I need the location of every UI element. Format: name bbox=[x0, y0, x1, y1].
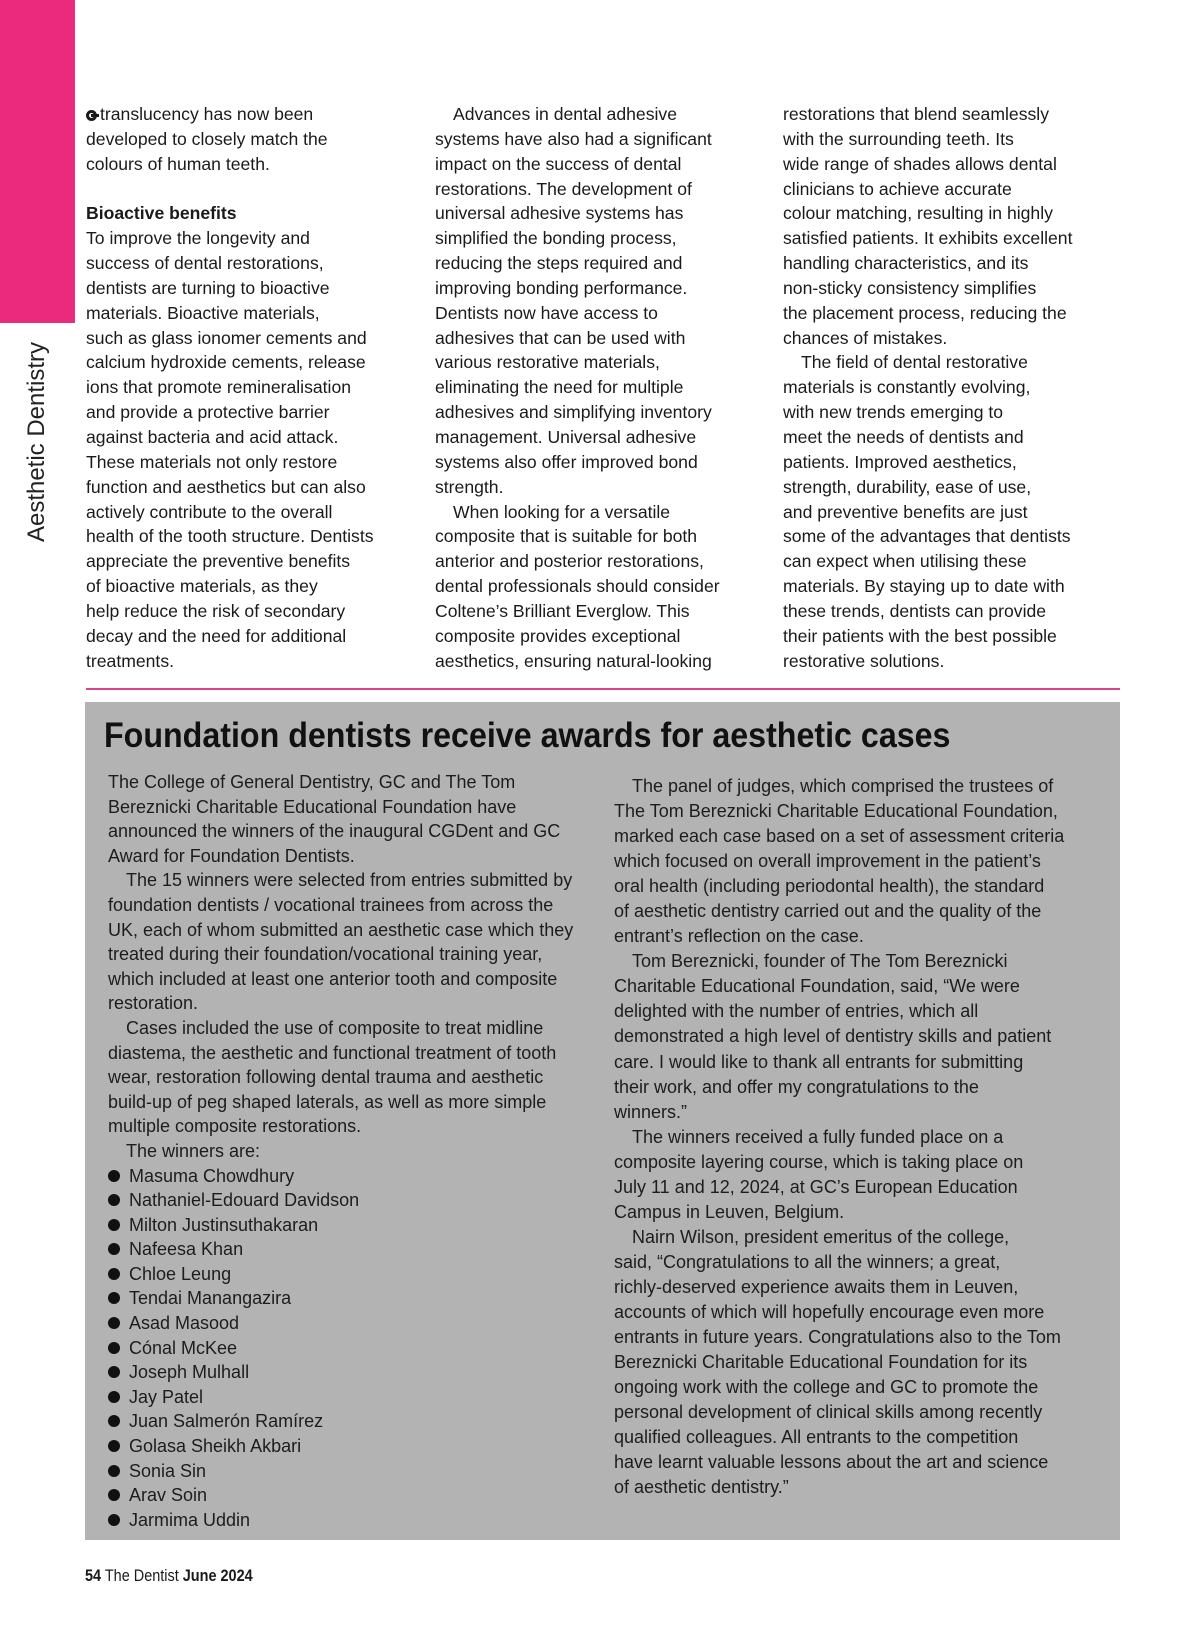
line-text: Bereznicki Charitable Educational Foundation for its bbox=[614, 1352, 1028, 1373]
text-line bbox=[783, 201, 1113, 226]
text-line bbox=[614, 1425, 1064, 1450]
text-line bbox=[614, 1350, 1064, 1375]
line-text: restorations that blend seamlessly bbox=[783, 104, 1049, 124]
line-text: The panel of judges, which comprised the trustees of bbox=[632, 776, 1054, 796]
line-text: composite provides exceptional bbox=[435, 625, 681, 646]
text-line bbox=[783, 251, 1113, 276]
line-text: translucency has now been bbox=[100, 104, 314, 124]
line-text: Chloe Leung bbox=[129, 1263, 232, 1284]
text-line bbox=[783, 450, 1113, 475]
line-text: treatments. bbox=[86, 650, 175, 671]
text-line bbox=[108, 1090, 573, 1115]
text-line bbox=[86, 574, 416, 599]
text-line bbox=[86, 326, 416, 351]
line-text: July 11 and 12, 2024, at GC’s European Education bbox=[614, 1176, 1018, 1197]
bullet-icon bbox=[108, 1391, 120, 1403]
text-line bbox=[86, 152, 416, 177]
line-text: composite layering course, which is taking place on bbox=[614, 1151, 1024, 1172]
text-line bbox=[783, 574, 1113, 599]
line-text: strength. bbox=[435, 476, 504, 497]
text-line bbox=[614, 874, 1064, 899]
winner-list-item bbox=[108, 1213, 573, 1238]
line-text: Award for Foundation Dentists. bbox=[108, 845, 355, 866]
line-text: impact on the success of dental bbox=[435, 153, 682, 174]
line-text: The Tom Bereznicki Charitable Educational Foundation, bbox=[614, 801, 1058, 822]
line-text: Nafeesa Khan bbox=[129, 1239, 244, 1260]
text-line bbox=[614, 1375, 1064, 1400]
line-text: anterior and posterior restorations, bbox=[435, 551, 704, 572]
line-text: Jay Patel bbox=[129, 1386, 204, 1407]
line-text: Jarmima Uddin bbox=[129, 1509, 251, 1530]
text-line bbox=[783, 226, 1113, 251]
line-text: Tendai Manangazira bbox=[129, 1288, 292, 1309]
line-text: dental professionals should consider bbox=[435, 576, 720, 597]
text-line bbox=[435, 475, 765, 500]
text-line bbox=[614, 949, 1064, 974]
line-text: multiple composite restorations. bbox=[108, 1116, 362, 1137]
text-line bbox=[108, 1016, 573, 1041]
line-text: of aesthetic dentistry carried out and the quality of the bbox=[614, 901, 1042, 922]
line-text: Sonia Sin bbox=[129, 1460, 207, 1481]
bullet-icon bbox=[108, 1342, 120, 1354]
line-text: Bioactive benefits bbox=[86, 203, 237, 224]
text-line bbox=[614, 999, 1064, 1024]
line-text: various restorative materials, bbox=[435, 352, 660, 373]
text-line bbox=[783, 500, 1113, 525]
line-text: adhesives and simplifying inventory bbox=[435, 402, 712, 423]
text-line bbox=[783, 425, 1113, 450]
line-text: strength, durability, ease of use, bbox=[783, 476, 1032, 497]
line-text: materials. Bioactive materials, bbox=[86, 302, 320, 323]
line-text: Cases included the use of composite to treat midline bbox=[126, 1017, 544, 1038]
line-text: success of dental restorations, bbox=[86, 253, 324, 274]
line-text: demonstrated a high level of dentistry skills and patient bbox=[614, 1026, 1052, 1047]
bullet-icon bbox=[108, 1489, 120, 1501]
line-text: calcium hydroxide cements, release bbox=[86, 352, 366, 373]
text-line bbox=[783, 276, 1113, 301]
line-text: announced the winners of the inaugural CGDent and GC bbox=[108, 821, 561, 842]
text-line bbox=[614, 1050, 1064, 1075]
line-text: entrant’s reflection on the case. bbox=[614, 926, 864, 947]
line-text: composite that is suitable for both bbox=[435, 526, 698, 547]
bullet-icon bbox=[108, 1440, 120, 1452]
line-text: Nathaniel-Edouard Davidson bbox=[129, 1190, 360, 1211]
line-text: which included at least one anterior tooth and composite bbox=[108, 968, 558, 989]
line-text: Dentists now have access to bbox=[435, 302, 658, 323]
text-line bbox=[614, 924, 1064, 949]
text-line bbox=[86, 102, 416, 127]
text-line bbox=[108, 770, 573, 795]
winner-list-item bbox=[108, 1409, 573, 1434]
line-text: The field of dental restorative bbox=[801, 352, 1028, 373]
text-line bbox=[614, 824, 1064, 849]
text-line bbox=[108, 795, 573, 820]
text-line bbox=[614, 1400, 1064, 1425]
text-line bbox=[108, 844, 573, 869]
line-text: Asad Masood bbox=[129, 1313, 240, 1334]
line-text: materials is constantly evolving, bbox=[783, 377, 1031, 398]
text-line bbox=[783, 475, 1113, 500]
text-line bbox=[108, 991, 573, 1016]
text-line bbox=[614, 1150, 1064, 1175]
text-line bbox=[783, 624, 1113, 649]
text-line bbox=[614, 774, 1064, 799]
line-text: with new trends emerging to bbox=[783, 402, 1004, 423]
text-line bbox=[614, 1450, 1064, 1475]
text-line bbox=[614, 1125, 1064, 1150]
line-text: with the surrounding teeth. Its bbox=[783, 128, 1014, 149]
text-line bbox=[86, 375, 416, 400]
text-line bbox=[86, 549, 416, 574]
text-line bbox=[108, 1041, 573, 1066]
bullet-icon bbox=[108, 1317, 120, 1329]
line-text: Joseph Mulhall bbox=[129, 1362, 250, 1383]
text-line bbox=[86, 599, 416, 624]
text-line bbox=[435, 226, 765, 251]
text-line bbox=[435, 127, 765, 152]
line-text: function and aesthetics but can also bbox=[86, 476, 366, 497]
line-text: Advances in dental adhesive bbox=[453, 104, 677, 124]
text-line bbox=[614, 1175, 1064, 1200]
line-text: handling characteristics, and its bbox=[783, 253, 1029, 274]
subheading bbox=[86, 201, 416, 226]
bullet-icon bbox=[108, 1194, 120, 1206]
winner-list-item bbox=[108, 1286, 573, 1311]
text-line bbox=[435, 301, 765, 326]
text-line bbox=[435, 102, 765, 127]
text-line bbox=[783, 375, 1113, 400]
line-text: richly-deserved experience awaits them in Leuven, bbox=[614, 1276, 1019, 1297]
text-line bbox=[614, 974, 1064, 999]
issue-date: June 2024 bbox=[182, 1566, 253, 1585]
line-text: wear, restoration following dental trauma and aesthetic bbox=[108, 1067, 544, 1088]
line-text: diastema, the aesthetic and functional treatment of tooth bbox=[108, 1042, 557, 1063]
winner-list-item bbox=[108, 1336, 573, 1361]
text-line bbox=[614, 1024, 1064, 1049]
news-column-left bbox=[108, 770, 573, 1532]
text-line bbox=[783, 549, 1113, 574]
line-text: aesthetics, ensuring natural-looking bbox=[435, 650, 712, 671]
line-text: restorative solutions. bbox=[783, 650, 945, 671]
line-text: which focused on overall improvement in the patient’s bbox=[614, 851, 1041, 872]
continued-icon bbox=[86, 110, 97, 121]
line-text: reducing the steps required and bbox=[435, 253, 683, 274]
line-text: systems also offer improved bond bbox=[435, 451, 698, 472]
line-text: ions that promote remineralisation bbox=[86, 377, 352, 398]
line-text: management. Universal adhesive bbox=[435, 426, 697, 447]
line-text: of bioactive materials, as they bbox=[86, 576, 318, 597]
winner-list-item bbox=[108, 1188, 573, 1213]
text-line bbox=[435, 425, 765, 450]
bullet-icon bbox=[108, 1170, 120, 1182]
text-line bbox=[435, 599, 765, 624]
text-line bbox=[86, 276, 416, 301]
text-line bbox=[614, 1075, 1064, 1100]
winner-list-item bbox=[108, 1459, 573, 1484]
text-line bbox=[108, 967, 573, 992]
news-box bbox=[85, 702, 1120, 1540]
text-line bbox=[435, 201, 765, 226]
line-text: decay and the need for additional bbox=[86, 625, 347, 646]
line-text: accounts of which will hopefully encourage even more bbox=[614, 1301, 1045, 1322]
text-line bbox=[614, 799, 1064, 824]
text-line bbox=[783, 350, 1113, 375]
line-text: clinicians to achieve accurate bbox=[783, 178, 1012, 199]
line-text: winners.” bbox=[614, 1101, 688, 1122]
line-text: non-sticky consistency simplifies bbox=[783, 277, 1037, 298]
line-text: their patients with the best possible bbox=[783, 625, 1057, 646]
bullet-icon bbox=[108, 1465, 120, 1477]
line-text: Bereznicki Charitable Educational Foundation have bbox=[108, 796, 517, 817]
line-text: colours of human teeth. bbox=[86, 153, 270, 174]
line-text: dentists are turning to bioactive bbox=[86, 277, 330, 298]
text-line bbox=[86, 425, 416, 450]
text-line bbox=[435, 350, 765, 375]
text-line bbox=[435, 549, 765, 574]
text-line bbox=[108, 868, 573, 893]
text-line bbox=[108, 819, 573, 844]
text-line bbox=[108, 1114, 573, 1139]
line-text: The 15 winners were selected from entries submitted by bbox=[126, 870, 573, 891]
section-divider bbox=[86, 688, 1120, 690]
line-text: patients. Improved aesthetics, bbox=[783, 451, 1017, 472]
text-line bbox=[86, 524, 416, 549]
line-text: help reduce the risk of secondary bbox=[86, 600, 346, 621]
text-line bbox=[86, 500, 416, 525]
line-text: Juan Salmerón Ramírez bbox=[129, 1411, 324, 1432]
line-text: ongoing work with the college and GC to promote the bbox=[614, 1377, 1039, 1398]
line-text: entrants in future years. Congratulations also to the Tom bbox=[614, 1327, 1061, 1348]
line-text: restoration. bbox=[108, 993, 199, 1014]
text-line bbox=[86, 450, 416, 475]
line-text: have learnt valuable lessons about the art and science bbox=[614, 1452, 1049, 1473]
section-label: Aesthetic Dentistry bbox=[23, 341, 50, 543]
line-text: meet the needs of dentists and bbox=[783, 426, 1024, 447]
line-text: The winners are: bbox=[126, 1140, 261, 1161]
text-line bbox=[614, 849, 1064, 874]
line-text: delighted with the number of entries, which all bbox=[614, 1001, 979, 1022]
line-text: foundation dentists / vocational trainees from across the bbox=[108, 894, 554, 915]
text-line bbox=[614, 1100, 1064, 1125]
text-line bbox=[86, 350, 416, 375]
text-line bbox=[614, 1250, 1064, 1275]
text-line bbox=[86, 226, 416, 251]
line-text: Charitable Educational Foundation, said, “We were bbox=[614, 976, 1020, 997]
line-text: treated during their foundation/vocational training year, bbox=[108, 944, 543, 965]
text-line bbox=[614, 1475, 1064, 1500]
text-line bbox=[614, 1200, 1064, 1225]
winner-list-item bbox=[108, 1508, 573, 1533]
line-text: When looking for a versatile bbox=[453, 501, 671, 522]
text-line bbox=[614, 1325, 1064, 1350]
bullet-icon bbox=[108, 1366, 120, 1378]
winner-list-item bbox=[108, 1360, 573, 1385]
text-line bbox=[614, 1275, 1064, 1300]
line-text: restorations. The development of bbox=[435, 178, 692, 199]
bullet-icon bbox=[108, 1219, 120, 1231]
page-number: 54 bbox=[85, 1566, 102, 1585]
publication-name: The Dentist bbox=[104, 1566, 179, 1585]
line-text: These materials not only restore bbox=[86, 451, 338, 472]
text-line bbox=[614, 899, 1064, 924]
text-line bbox=[783, 127, 1113, 152]
text-line bbox=[86, 301, 416, 326]
text-line bbox=[86, 649, 416, 674]
winner-list-item bbox=[108, 1311, 573, 1336]
line-text: Campus in Leuven, Belgium. bbox=[614, 1201, 845, 1222]
winner-list-item bbox=[108, 1434, 573, 1459]
text-line bbox=[435, 251, 765, 276]
text-line bbox=[435, 524, 765, 549]
line-text: their work, and offer my congratulations to the bbox=[614, 1076, 979, 1097]
page-footer bbox=[85, 1566, 253, 1586]
line-text: and preventive benefits are just bbox=[783, 501, 1028, 522]
line-text: the placement process, reducing the bbox=[783, 302, 1067, 323]
text-line bbox=[435, 276, 765, 301]
line-text: appreciate the preventive benefits bbox=[86, 551, 351, 572]
line-text: eliminating the need for multiple bbox=[435, 377, 684, 398]
text-line bbox=[783, 524, 1113, 549]
news-column-right bbox=[614, 774, 1064, 1500]
line-text: such as glass ionomer cements and bbox=[86, 327, 367, 348]
text-line bbox=[108, 1139, 573, 1164]
line-text: and provide a protective barrier bbox=[86, 402, 330, 423]
text-line bbox=[108, 1065, 573, 1090]
line-text: health of the tooth structure. Dentists bbox=[86, 526, 374, 547]
line-text: these trends, dentists can provide bbox=[783, 600, 1047, 621]
text-line bbox=[108, 942, 573, 967]
bullet-icon bbox=[108, 1292, 120, 1304]
line-text: Milton Justinsuthakaran bbox=[129, 1214, 319, 1235]
line-text: improving bonding performance. bbox=[435, 277, 688, 298]
line-text: Coltene’s Brilliant Everglow. This bbox=[435, 600, 690, 621]
line-text: oral health (including periodontal health), the standard bbox=[614, 876, 1045, 897]
line-text: Tom Bereznicki, founder of The Tom Bereznicki bbox=[632, 951, 1008, 972]
text-line bbox=[108, 893, 573, 918]
winner-list-item bbox=[108, 1385, 573, 1410]
text-line bbox=[783, 177, 1113, 202]
text-line bbox=[108, 918, 573, 943]
line-text: developed to closely match the bbox=[86, 128, 328, 149]
winner-list-item bbox=[108, 1237, 573, 1262]
text-line bbox=[783, 649, 1113, 674]
text-line bbox=[783, 301, 1113, 326]
text-line bbox=[435, 624, 765, 649]
text-line bbox=[86, 251, 416, 276]
line-text: Masuma Chowdhury bbox=[129, 1165, 295, 1186]
line-text: can expect when utilising these bbox=[783, 551, 1027, 572]
text-line bbox=[614, 1300, 1064, 1325]
text-line bbox=[783, 152, 1113, 177]
line-text: To improve the longevity and bbox=[86, 228, 310, 249]
line-text: systems have also had a significant bbox=[435, 128, 712, 149]
line-text: The winners received a fully funded place on a bbox=[632, 1126, 1004, 1147]
text-line bbox=[86, 475, 416, 500]
text-line bbox=[435, 500, 765, 525]
line-text: UK, each of whom submitted an aesthetic case which they bbox=[108, 919, 574, 940]
article-column-3 bbox=[783, 102, 1113, 673]
line-text: qualified colleagues. All entrants to the competition bbox=[614, 1427, 1019, 1448]
line-text: wide range of shades allows dental bbox=[783, 153, 1057, 174]
winner-list-item bbox=[108, 1262, 573, 1287]
text-line bbox=[86, 127, 416, 152]
line-text: personal development of clinical skills among recently bbox=[614, 1402, 1043, 1423]
line-text: some of the advantages that dentists bbox=[783, 526, 1071, 547]
line-text: Arav Soin bbox=[129, 1485, 208, 1506]
bullet-icon bbox=[108, 1268, 120, 1280]
article-column-2 bbox=[435, 102, 765, 673]
text-line bbox=[614, 1225, 1064, 1250]
text-line bbox=[783, 400, 1113, 425]
news-headline: Foundation dentists receive awards for aesthetic cases bbox=[104, 716, 951, 755]
blank-line bbox=[86, 177, 416, 202]
text-line bbox=[435, 574, 765, 599]
text-line bbox=[86, 400, 416, 425]
section-color-bar bbox=[0, 0, 75, 323]
line-text: universal adhesive systems has bbox=[435, 203, 684, 224]
line-text: of aesthetic dentistry.” bbox=[614, 1477, 789, 1498]
text-line bbox=[86, 624, 416, 649]
text-line bbox=[435, 450, 765, 475]
line-text: adhesives that can be used with bbox=[435, 327, 686, 348]
line-text: said, “Congratulations to all the winners; a great, bbox=[614, 1251, 1001, 1272]
line-text: satisfied patients. It exhibits excellent bbox=[783, 228, 1073, 249]
article-column-1 bbox=[86, 102, 416, 673]
line-text: Golasa Sheikh Akbari bbox=[129, 1436, 302, 1457]
text-line bbox=[783, 102, 1113, 127]
text-line bbox=[783, 599, 1113, 624]
line-text: care. I would like to thank all entrants for submitting bbox=[614, 1051, 1024, 1072]
text-line bbox=[435, 326, 765, 351]
line-text: marked each case based on a set of assessment criteria bbox=[614, 826, 1065, 847]
winner-list-item bbox=[108, 1483, 573, 1508]
bullet-icon bbox=[108, 1514, 120, 1526]
line-text: The College of General Dentistry, GC and The Tom bbox=[108, 772, 516, 792]
text-line bbox=[435, 649, 765, 674]
line-text: actively contribute to the overall bbox=[86, 501, 333, 522]
line-text: Nairn Wilson, president emeritus of the college, bbox=[632, 1226, 1010, 1247]
line-text: simplified the bonding process, bbox=[435, 228, 677, 249]
text-line bbox=[783, 326, 1113, 351]
line-text: chances of mistakes. bbox=[783, 327, 948, 348]
text-line bbox=[435, 400, 765, 425]
line-text: against bacteria and acid attack. bbox=[86, 426, 339, 447]
line-text: Cónal McKee bbox=[129, 1337, 238, 1358]
line-text: build-up of peg shaped laterals, as well as more simple bbox=[108, 1091, 547, 1112]
text-line bbox=[435, 152, 765, 177]
text-line bbox=[435, 177, 765, 202]
line-text: materials. By staying up to date with bbox=[783, 576, 1065, 597]
bullet-icon bbox=[108, 1243, 120, 1255]
line-text: colour matching, resulting in highly bbox=[783, 203, 1053, 224]
winner-list-item bbox=[108, 1164, 573, 1189]
text-line bbox=[435, 375, 765, 400]
bullet-icon bbox=[108, 1415, 120, 1427]
